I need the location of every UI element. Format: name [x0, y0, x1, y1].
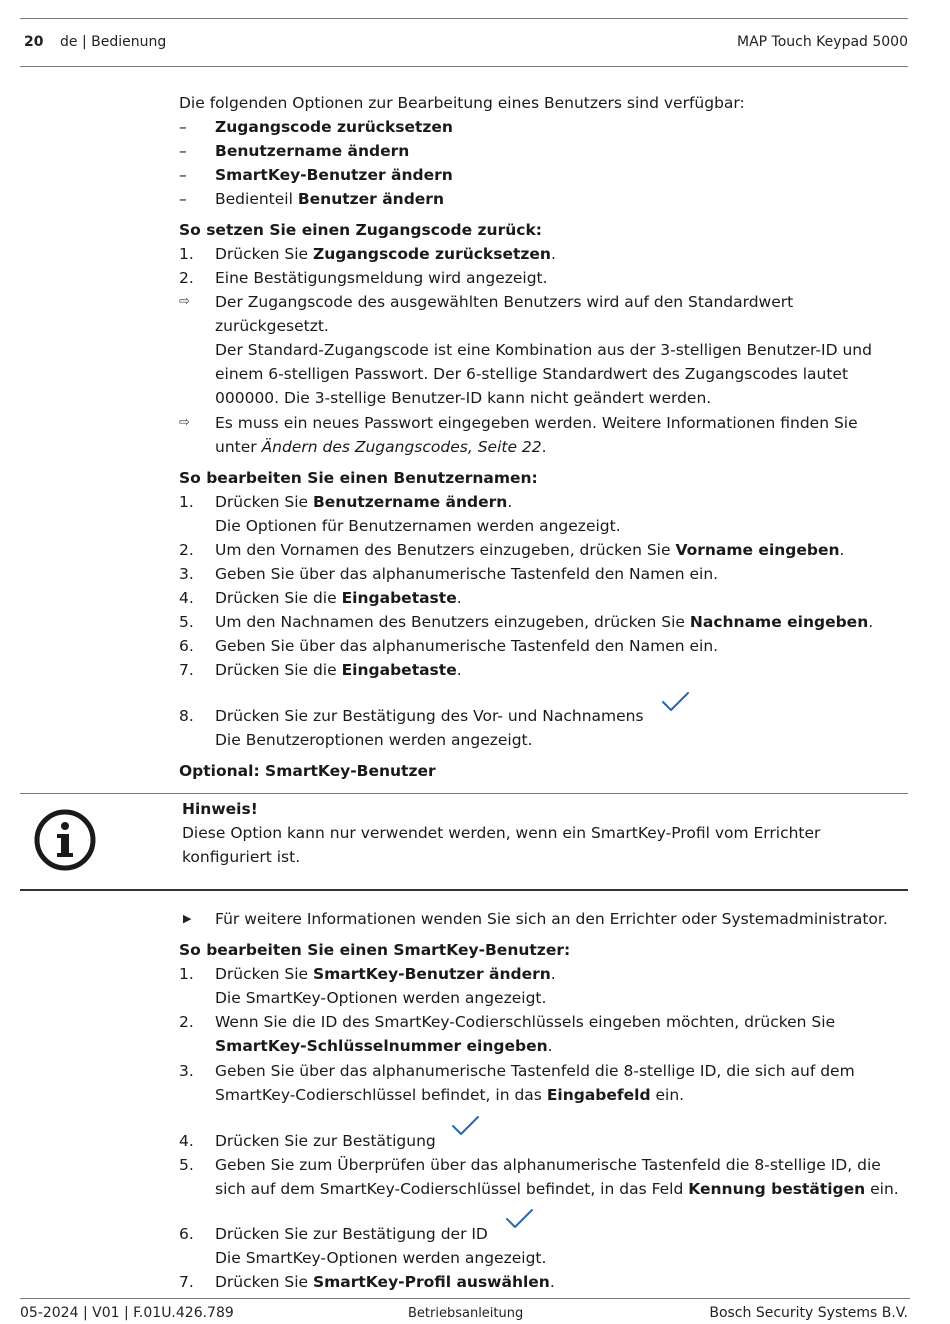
- option-item: – SmartKey-Benutzer ändern: [179, 166, 453, 184]
- checkmark-icon: [660, 690, 692, 714]
- option-item: – Zugangscode zurücksetzen: [179, 118, 453, 136]
- product-name: MAP Touch Keypad 5000: [737, 34, 908, 50]
- username-heading: So bearbeiten Sie einen Benutzernamen:: [179, 469, 538, 487]
- bullet-triangle-icon: ▶: [183, 912, 192, 925]
- smartkey-heading: So bearbeiten Sie einen SmartKey-Benutzer:: [179, 941, 571, 959]
- result-arrow-icon: ⇨: [179, 415, 190, 430]
- header-top-rule: [20, 18, 908, 19]
- notice-body: Diese Option kann nur verwendet werden, wenn ein SmartKey-Profil vom Errichter konfiguriert ist.: [182, 824, 821, 866]
- reset-heading: So setzen Sie einen Zugangscode zurück:: [179, 221, 542, 239]
- result-arrow-icon: ⇨: [179, 294, 190, 309]
- footer-doc-type: Betriebsanleitung: [408, 1306, 524, 1321]
- smartkey-step: 3. Geben Sie über das alphanumerische Tastenfeld die 8-stellige ID, die sich auf dem SmartKey-Codierschlüssel befindet, in das Eingabefeld ein.: [179, 1062, 855, 1104]
- username-step: 6. Geben Sie über das alphanumerische Tastenfeld den Namen ein.: [179, 637, 719, 655]
- smartkey-step: 5. Geben Sie zum Überprüfen über das alphanumerische Tastenfeld die 8-stellige ID, die sich auf dem SmartKey-Codierschlüssel befindet, in das Feld Kennung bestätigen ein.: [179, 1156, 899, 1198]
- option-item: – Benutzername ändern: [179, 142, 410, 160]
- smartkey-step: 1. Drücken Sie SmartKey-Benutzer ändern. Die SmartKey-Optionen werden angezeigt.: [179, 965, 556, 1007]
- footer-company: Bosch Security Systems B.V.: [709, 1305, 908, 1321]
- checkmark-icon: [450, 1114, 482, 1138]
- cross-reference-link[interactable]: Ändern des Zugangscodes, Seite 22: [261, 438, 542, 456]
- info-bullet: ▶ Für weitere Informationen wenden Sie sich an den Errichter oder Systemadministrator.: [179, 907, 930, 931]
- option-item: – Bedienteil Benutzer ändern: [179, 190, 444, 208]
- intro-text: Die folgenden Optionen zur Bearbeitung eines Benutzers sind verfügbar:: [179, 94, 745, 112]
- username-step: 1. Drücken Sie Benutzername ändern. Die Optionen für Benutzernamen werden angezeigt.: [179, 493, 621, 535]
- notice-title: Hinweis!: [182, 800, 258, 818]
- footer-rule: [20, 1298, 910, 1299]
- smartkey-step: 6. Drücken Sie zur Bestätigung der ID Die SmartKey-Optionen werden angezeigt.: [179, 1225, 547, 1267]
- username-step: 7. Drücken Sie die Eingabetaste.: [179, 661, 462, 679]
- info-icon: [33, 808, 97, 872]
- page-number: 20: [24, 34, 44, 50]
- checkmark-icon: [504, 1207, 536, 1231]
- smartkey-step: 7. Drücken Sie SmartKey-Profil auswählen.: [179, 1273, 555, 1291]
- notice-bottom-rule: [20, 889, 908, 891]
- username-step: 3. Geben Sie über das alphanumerische Tastenfeld den Namen ein.: [179, 565, 719, 583]
- footer-doc-id: 05-2024 | V01 | F.01U.426.789: [20, 1305, 234, 1321]
- username-step: 5. Um den Nachnamen des Benutzers einzugeben, drücken Sie Nachname eingeben.: [179, 613, 874, 631]
- notice-top-rule: [20, 793, 908, 794]
- reset-step: 1. Drücken Sie Zugangscode zurücksetzen.: [179, 245, 556, 263]
- header-bottom-rule: [20, 66, 908, 67]
- reset-result: ⇨ Es muss ein neues Passwort eingegeben werden. Weitere Informationen finden Sie unter Ändern des Zugangscodes, Seite 22.: [179, 411, 914, 459]
- optional-heading: Optional: SmartKey-Benutzer: [179, 762, 436, 780]
- username-step: 2. Um den Vornamen des Benutzers einzugeben, drücken Sie Vorname eingeben.: [179, 541, 845, 559]
- smartkey-step: 4. Drücken Sie zur Bestätigung: [179, 1132, 436, 1150]
- section-label: de | Bedienung: [60, 34, 167, 50]
- smartkey-step: 2. Wenn Sie die ID des SmartKey-Codierschlüssels eingeben möchten, drücken Sie SmartKey-Schlüsselnummer eingeben.: [179, 1013, 836, 1055]
- username-step: 8. Drücken Sie zur Bestätigung des Vor- und Nachnamens Die Benutzeroptionen werden angezeigt.: [179, 707, 644, 749]
- reset-step: 2. Eine Bestätigungsmeldung wird angezeigt.: [179, 269, 548, 287]
- username-step: 4. Drücken Sie die Eingabetaste.: [179, 589, 462, 607]
- reset-result: ⇨ Der Zugangscode des ausgewählten Benutzers wird auf den Standardwert zurückgesetzt. Der Standard-Zugangscode ist eine Kombination aus der 3-stelligen Benutzer-ID und einem 6-stelligen Passwort. Der 6-stellige Standardwert des Zugangscodes lautet 000000. Die 3-stellige Benutzer-ID kann nicht geändert werden.: [179, 290, 914, 410]
